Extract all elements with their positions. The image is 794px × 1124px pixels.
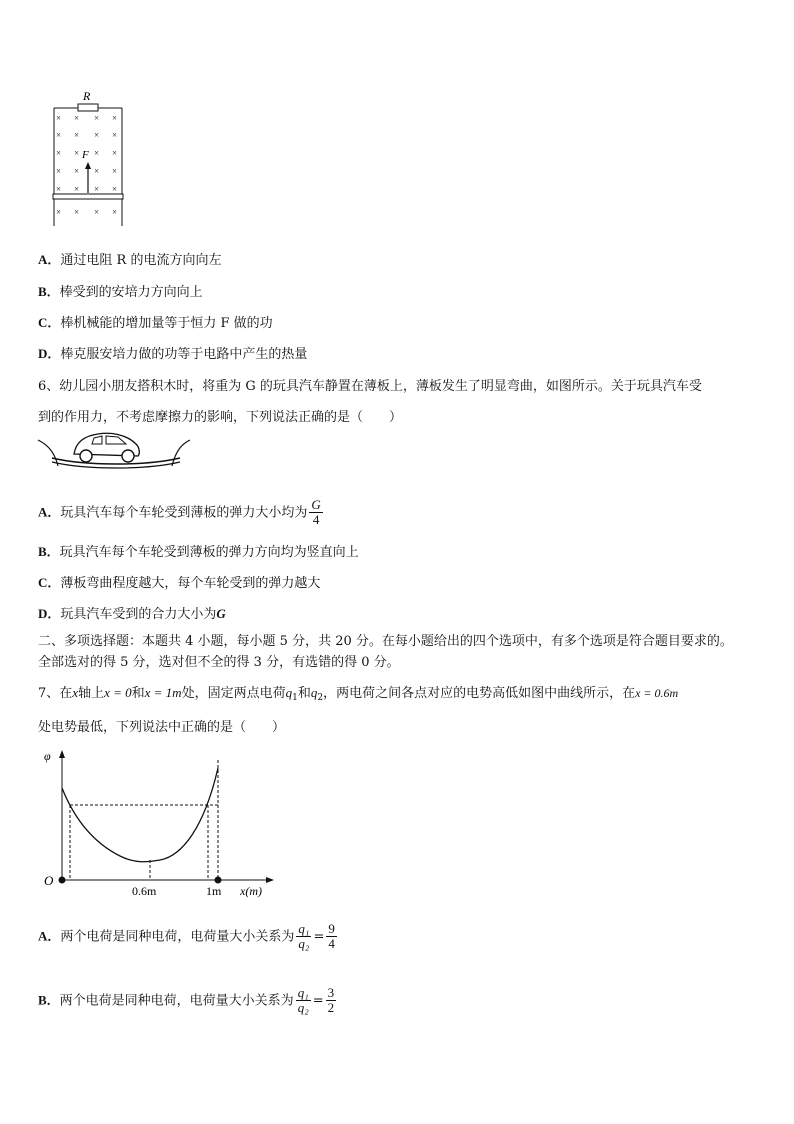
potential-graph <box>36 748 286 898</box>
potential-curve <box>62 768 218 862</box>
svg-text:×: × <box>94 130 100 140</box>
q6-option-c <box>38 572 320 591</box>
toy-car-figure <box>36 428 196 474</box>
conductor-bar <box>53 194 123 199</box>
svg-text:×: × <box>56 148 62 158</box>
svg-text:×: × <box>112 166 118 176</box>
q5-option-d <box>38 343 307 362</box>
svg-text:×: × <box>94 166 100 176</box>
option-letter: A． <box>38 252 61 267</box>
svg-text:×: × <box>56 207 62 217</box>
q6-option-d <box>38 603 226 622</box>
option-text: 棒机械能的增加量等于恒力 F 做的功 <box>60 316 273 331</box>
option-text: 两个电荷是同种电荷，电荷量大小关系为 <box>60 929 295 945</box>
field-crosses <box>56 113 117 217</box>
q6-option-a <box>38 498 325 528</box>
option-letter: B． <box>38 284 60 299</box>
option-letter: A． <box>38 504 61 520</box>
svg-text:×: × <box>56 130 62 140</box>
q5-option-b <box>38 281 203 300</box>
option-letter: A． <box>38 928 61 944</box>
tick-1m: 1m <box>206 884 222 898</box>
fraction-g-over-4: $\frac{G}{4}$ <box>311 497 321 528</box>
option-text: 通过电阻 R 的电流方向向左 <box>60 253 222 268</box>
svg-text:×: × <box>112 148 118 158</box>
svg-text:×: × <box>74 166 80 176</box>
fraction-3-over-2: $\frac{3}{2}$ <box>327 985 335 1016</box>
car-wheel <box>80 450 92 462</box>
option-letter: C． <box>38 575 61 590</box>
svg-text:×: × <box>56 166 62 176</box>
fraction-q1-over-q2: $\frac{\text{q₁}}{\text{q₂}}$ <box>298 921 310 952</box>
tick-0.6m: 0.6m <box>132 884 157 898</box>
q7-stem-line1: 7、在x轴上x = 0和x = 1m处，固定两点电荷$q_1$和$q_2$，两电荷之间各点对应的电势高低如图中曲线所示，在x = 0.6m <box>38 685 679 703</box>
charge-q2-dot <box>215 877 222 884</box>
svg-text:×: × <box>112 207 118 217</box>
option-text: 两个电荷是同种电荷，电荷量大小关系为 <box>59 993 294 1009</box>
option-letter: C． <box>38 315 61 330</box>
q6-stem-line1: 6、幼儿园小朋友搭积木时，将重为 G 的玩具汽车静置在薄板上，薄板发生了明显弯曲，如图所示。关于玩具汽车受 <box>38 379 702 394</box>
svg-text:×: × <box>74 148 80 158</box>
option-text: 玩具汽车每个车轮受到薄板的弹力大小均为 <box>60 505 308 521</box>
fraction-q1-over-q2: $\frac{\text{q₁}}{\text{q₂}}$ <box>297 985 309 1016</box>
q7-option-a: A．两个电荷是同种电荷，电荷量大小关系为 $\frac{\text{q₁}}{\text{q₂}}$ = $\frac{9}{4}$ <box>38 921 335 952</box>
svg-text:×: × <box>94 148 100 158</box>
y-axis-label: φ <box>44 749 51 763</box>
svg-text:×: × <box>112 130 118 140</box>
q5-option-c <box>38 312 273 331</box>
origin-label: O <box>44 873 54 888</box>
svg-text:×: × <box>112 184 118 194</box>
q5-option-a <box>38 249 221 268</box>
option-text: 玩具汽车每个车轮受到薄板的弹力方向均为竖直向上 <box>59 545 359 560</box>
option-letter: B． <box>38 544 60 559</box>
q7-option-b: B．两个电荷是同种电荷，电荷量大小关系为 $\frac{\text{q₁}}{\text{q₂}}$ = $\frac{3}{2}$ <box>38 985 335 1016</box>
svg-text:×: × <box>56 113 62 123</box>
svg-text:×: × <box>74 184 80 194</box>
charge-q1-dot <box>59 877 66 884</box>
svg-text:×: × <box>94 113 100 123</box>
weight-symbol: G <box>216 606 226 621</box>
svg-text:×: × <box>56 184 62 194</box>
x-axis-label: x(m) <box>240 884 262 898</box>
fraction-9-over-4: $\frac{9}{4}$ <box>328 921 335 952</box>
q7-stem-line2: 处电势最低，下列说法中正确的是（ ） <box>38 720 286 735</box>
section2-line2: 全部选对的得 5 分，选对但不全的得 3 分，有选错的得 0 分。 <box>38 655 400 670</box>
svg-text:×: × <box>112 113 118 123</box>
svg-text:×: × <box>94 207 100 217</box>
bent-board <box>52 458 180 464</box>
svg-text:×: × <box>74 207 80 217</box>
q6-option-b <box>38 541 359 560</box>
option-letter: D． <box>38 346 61 361</box>
svg-text:×: × <box>94 184 100 194</box>
svg-text:×: × <box>74 113 80 123</box>
option-text: 棒受到的安培力方向向上 <box>59 285 203 300</box>
resistor <box>78 104 98 111</box>
option-letter: D． <box>38 606 61 621</box>
section2-line1: 二、多项选择题：本题共 4 小题，每小题 5 分，共 20 分。在每小题给出的四个选项中，有多个选项是符合题目要求的。 <box>38 634 733 649</box>
resistor-label: R <box>83 89 91 103</box>
option-letter: B． <box>38 992 60 1008</box>
q6-stem-line2: 到的作用力，不考虑摩擦力的影响，下列说法正确的是（ ） <box>38 410 403 425</box>
option-text: 薄板弯曲程度越大，每个车轮受到的弹力越大 <box>60 576 321 591</box>
car-wheel <box>122 450 134 462</box>
svg-text:×: × <box>74 130 80 140</box>
option-text: 玩具汽车受到的合力大小为 <box>60 607 217 622</box>
force-label: F <box>82 149 89 161</box>
option-text: 棒克服安培力做的功等于电路中产生的热量 <box>60 347 308 362</box>
circuit-figure <box>50 88 130 228</box>
